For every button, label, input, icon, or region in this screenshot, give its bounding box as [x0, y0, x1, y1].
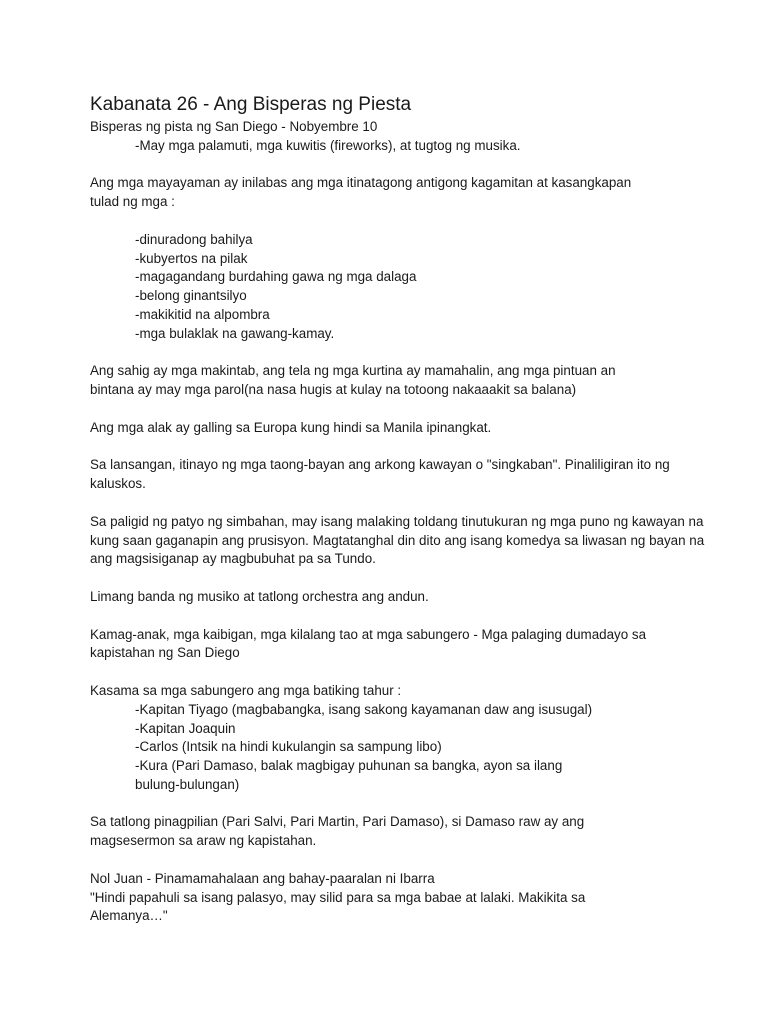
paragraph-3: Ang mga alak ay galling sa Europa kung hindi sa Manila ipinangkat. [90, 419, 492, 435]
paragraph-8: Kasama sa mga sabungero ang mga batiking tahur : [90, 682, 402, 698]
list2-item: -Kapitan Tiyago (magbabangka, isang sakong kayamanan daw ang isusugal) [135, 701, 593, 717]
list2-item: -Carlos (Intsik na hindi kukulangin sa sampung libo) [135, 739, 442, 755]
paragraph-4: Sa lansangan, itinayo ng mga taong-bayan ang arkong kawayan o "singkaban". Pinaliligiran ito ng kaluskos. [90, 457, 670, 492]
subtitle: Bisperas ng pista ng San Diego - Nobyembre 10 [90, 119, 378, 134]
list1-item: -kubyertos na pilak [135, 250, 248, 266]
spacer [90, 344, 690, 363]
list2-item: -Kapitan Joaquin [135, 720, 236, 736]
spacer [90, 663, 690, 682]
paragraph-1: Ang mga mayayaman ay inilabas ang mga itinatagong antigong kagamitan at kasangkapan tulad ng mga : [90, 175, 632, 210]
subtitle-note: -May mga palamuti, mga kuwitis (fireworks), at tugtog ng musika. [135, 137, 521, 153]
list1-item: -belong ginantsilyo [135, 288, 247, 304]
paragraph-9: Sa tatlong pinagpilian (Pari Salvi, Pari Martin, Pari Damaso), si Damaso raw ay ang magsesermon sa araw ng kapistahan. [90, 814, 585, 849]
paragraph-2: Ang sahig ay mga makintab, ang tela ng mga kurtina ay mamahalin, ang mga pintuan an bintana ay may mga parol(na nasa hugis at kulay na totoong nakaaakit sa balana) [90, 363, 616, 398]
paragraph-7: Kamag-anak, mga kaibigan, mga kilalang tao at mga sabungero - Mga palaging dumadayo sa kapistahan ng San Diego [90, 626, 647, 661]
list2-item: -Kura (Pari Damaso, balak magbigay puhunan sa bangka, ayon sa ilang bulung-bulungan) [135, 758, 563, 792]
spacer [90, 156, 690, 175]
list1-item: -makikitid na alpombra [135, 306, 270, 322]
spacer [90, 212, 690, 231]
list1-item: -dinuradong bahilya [135, 231, 253, 247]
document-page [90, 92, 705, 926]
spacer [90, 569, 690, 588]
spacer [90, 494, 690, 513]
page-title: Kabanata 26 - Ang Bisperas ng Piesta [90, 94, 412, 115]
paragraph-5: Sa paligid ng patyo ng simbahan, may isang malaking toldang tinutukuran ng mga puno ng kawayan na kung saan gaganapin ang prusisyon. Magtatanghal din dito ang isang komedya sa liwasan ng bayan na ang magsisiganap ay magbubuhat pa sa Tundo. [90, 513, 705, 567]
list1-item: -magagandang burdahing gawa ng mga dalaga [135, 269, 417, 285]
spacer [90, 607, 690, 626]
paragraph-6: Limang banda ng musiko at tatlong orchestra ang andun. [90, 588, 429, 604]
paragraph-11: "Hindi papahuli sa isang palasyo, may silid para sa mga babae at lalaki. Makikita sa Alemanya…" [90, 889, 586, 924]
spacer [90, 795, 690, 814]
spacer [90, 438, 690, 457]
list1-item: -mga bulaklak na gawang-kamay. [135, 325, 335, 341]
spacer [90, 400, 690, 419]
paragraph-10: Nol Juan - Pinamamahalaan ang bahay-paaralan ni Ibarra [90, 870, 435, 886]
spacer [90, 851, 690, 870]
